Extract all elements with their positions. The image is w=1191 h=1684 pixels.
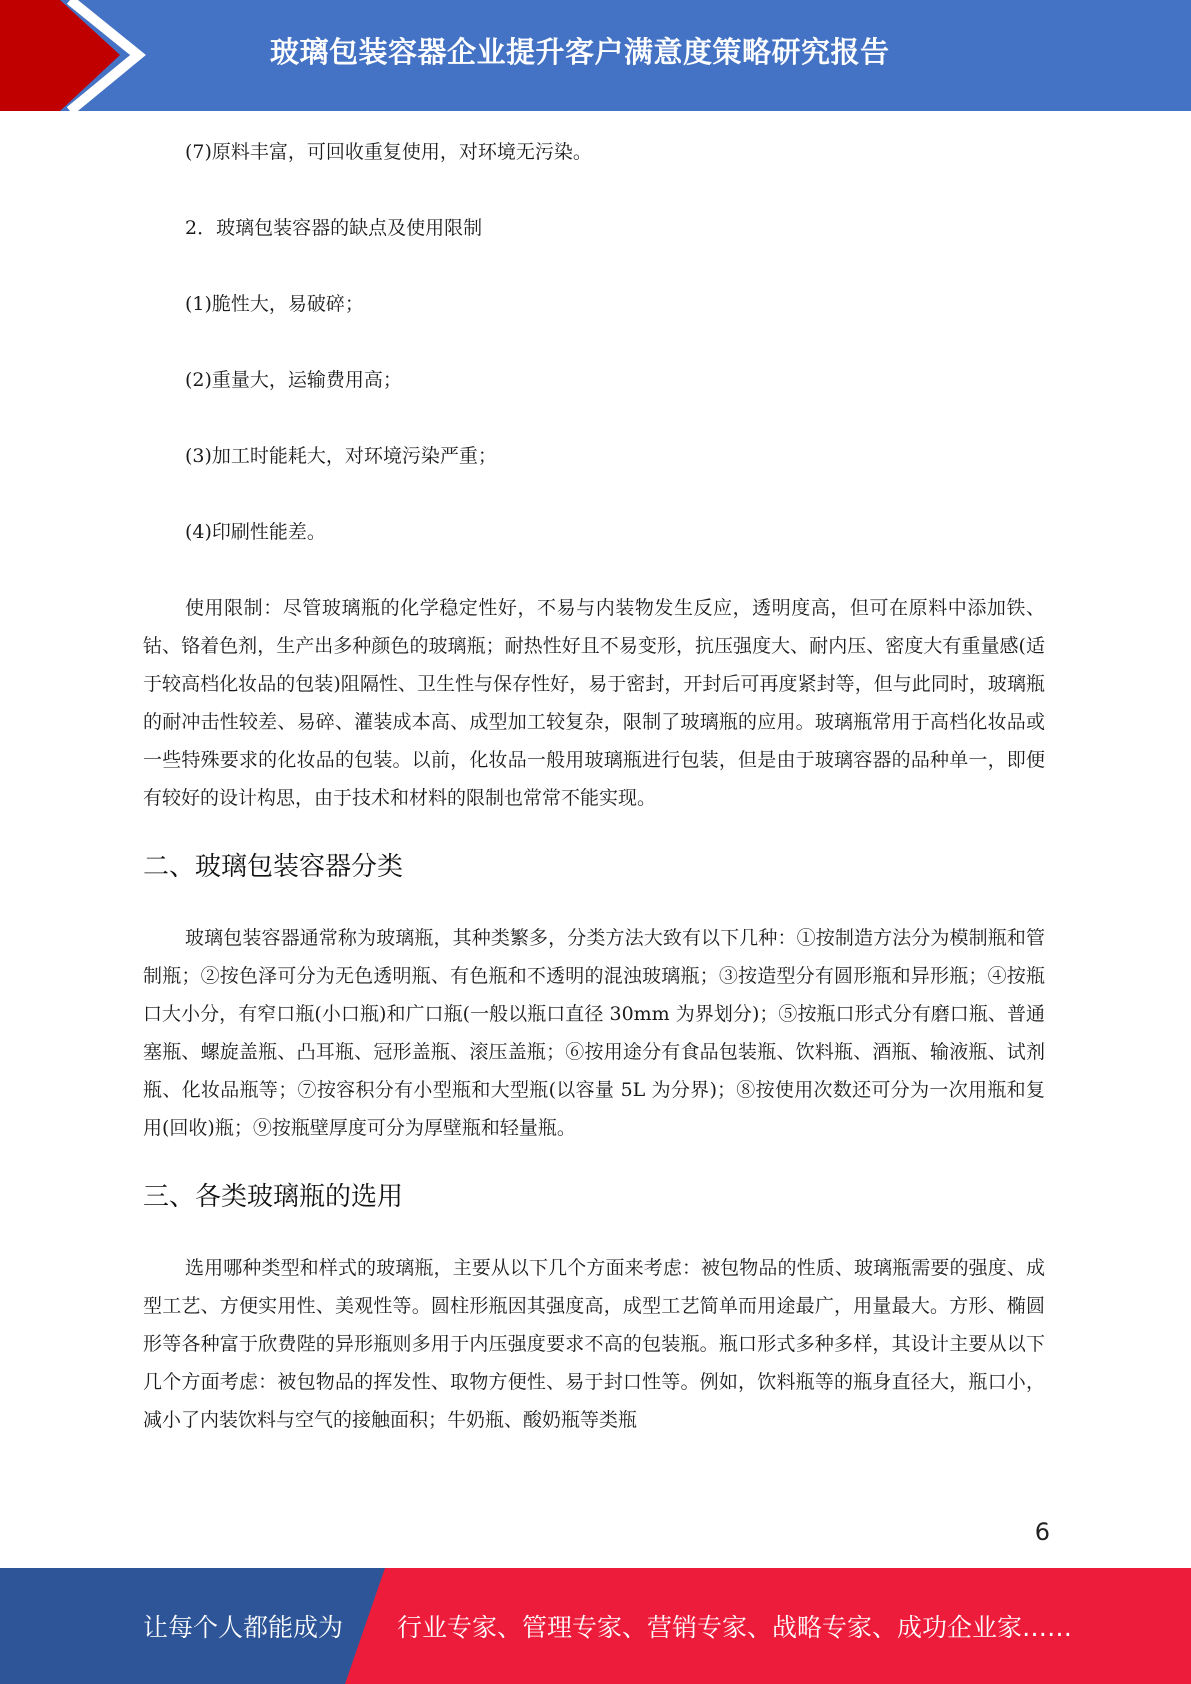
selection-paragraph: 选用哪种类型和样式的玻璃瓶，主要从以下几个方面来考虑：被包物品的性质、玻璃瓶需要的强度、成型工艺、方便实用性、美观性等。圆柱形瓶因其强度高，成型工艺简单而用途最广，用量最大。方形、椭圆形等各种富于欣费陛的异形瓶则多用于内压强度要求不高的包装瓶。瓶口形式多种多样，其设计主要从以下几个方面考虑：被包物品的挥发性、取物方便性、易于封口性等。例如，饮料瓶等的瓶身直径大，瓶口小，减小了内装饮料与空气的接触面积；牛奶瓶、酸奶瓶等类瓶	[143, 1257, 1045, 1431]
footer-slogan-right: 行业专家、管理专家、营销专家、战略专家、成功企业家……	[397, 1613, 1073, 1642]
usage-limit-paragraph: 使用限制：尽管玻璃瓶的化学稳定性好，不易与内装物发生反应，透明度高，但可在原料中添加铁、钴、铬着色剂，生产出多种颜色的玻璃瓶；耐热性好且不易变形，抗压强度大、耐内压、密度大有重量感(适于较高档化妆品的包装)阻隔性、卫生性与保存性好，易于密封，开封后可再度紧封等，但与此同时，玻璃瓶的耐冲击性较差、易碎、灌装成本高、成型加工较复杂，限制了玻璃瓶的应用。玻璃瓶常用于高档化妆品或一些特殊要求的化妆品的包装。以前，化妆品一般用玻璃瓶进行包装，但是由于玻璃容器的品种单一，即便有较好的设计构思，由于技术和材料的限制也常常不能实现。	[143, 597, 1045, 809]
section-2-subtitle: 2．玻璃包装容器的缺点及使用限制	[185, 217, 483, 239]
heading-selection: 三、各类玻璃瓶的选用	[143, 1182, 404, 1212]
page-content	[143, 133, 1045, 1439]
page-footer	[0, 1568, 1191, 1684]
footer-slogan-left: 让每个人都能成为	[143, 1613, 344, 1642]
drawback-item-2: (2)重量大，运输费用高；	[185, 369, 402, 391]
page-header	[0, 0, 1191, 111]
drawback-item-1: (1)脆性大，易破碎；	[185, 293, 364, 315]
drawback-item-4: (4)印刷性能差。	[185, 521, 326, 543]
heading-classification: 二、玻璃包装容器分类	[143, 852, 404, 882]
advantage-item-7: (7)原料丰富，可回收重复使用，对环境无污染。	[185, 141, 592, 163]
page-number: 6	[1034, 1518, 1050, 1546]
header-red-arrow	[0, 0, 120, 111]
classification-paragraph: 玻璃包装容器通常称为玻璃瓶，其种类繁多，分类方法大致有以下几种：①按制造方法分为模制瓶和管制瓶；②按色泽可分为无色透明瓶、有色瓶和不透明的混浊玻璃瓶；③按造型分有圆形瓶和异形瓶；④按瓶口大小分，有窄口瓶(小口瓶)和广口瓶(一般以瓶口直径 30mm 为界划分)；⑤按瓶口形式分有磨口瓶、普通塞瓶、螺旋盖瓶、凸耳瓶、冠形盖瓶、滚压盖瓶；⑥按用途分有食品包装瓶、饮料瓶、酒瓶、输液瓶、试剂瓶、化妆品瓶等；⑦按容积分有小型瓶和大型瓶(以容量 5L 为分界)；⑧按使用次数还可分为一次用瓶和复用(回收)瓶；⑨按瓶壁厚度可分为厚壁瓶和轻量瓶。	[143, 927, 1045, 1139]
drawback-item-3: (3)加工时能耗大，对环境污染严重；	[185, 445, 497, 467]
document-title: 玻璃包装容器企业提升客户满意度策略研究报告	[270, 35, 890, 69]
